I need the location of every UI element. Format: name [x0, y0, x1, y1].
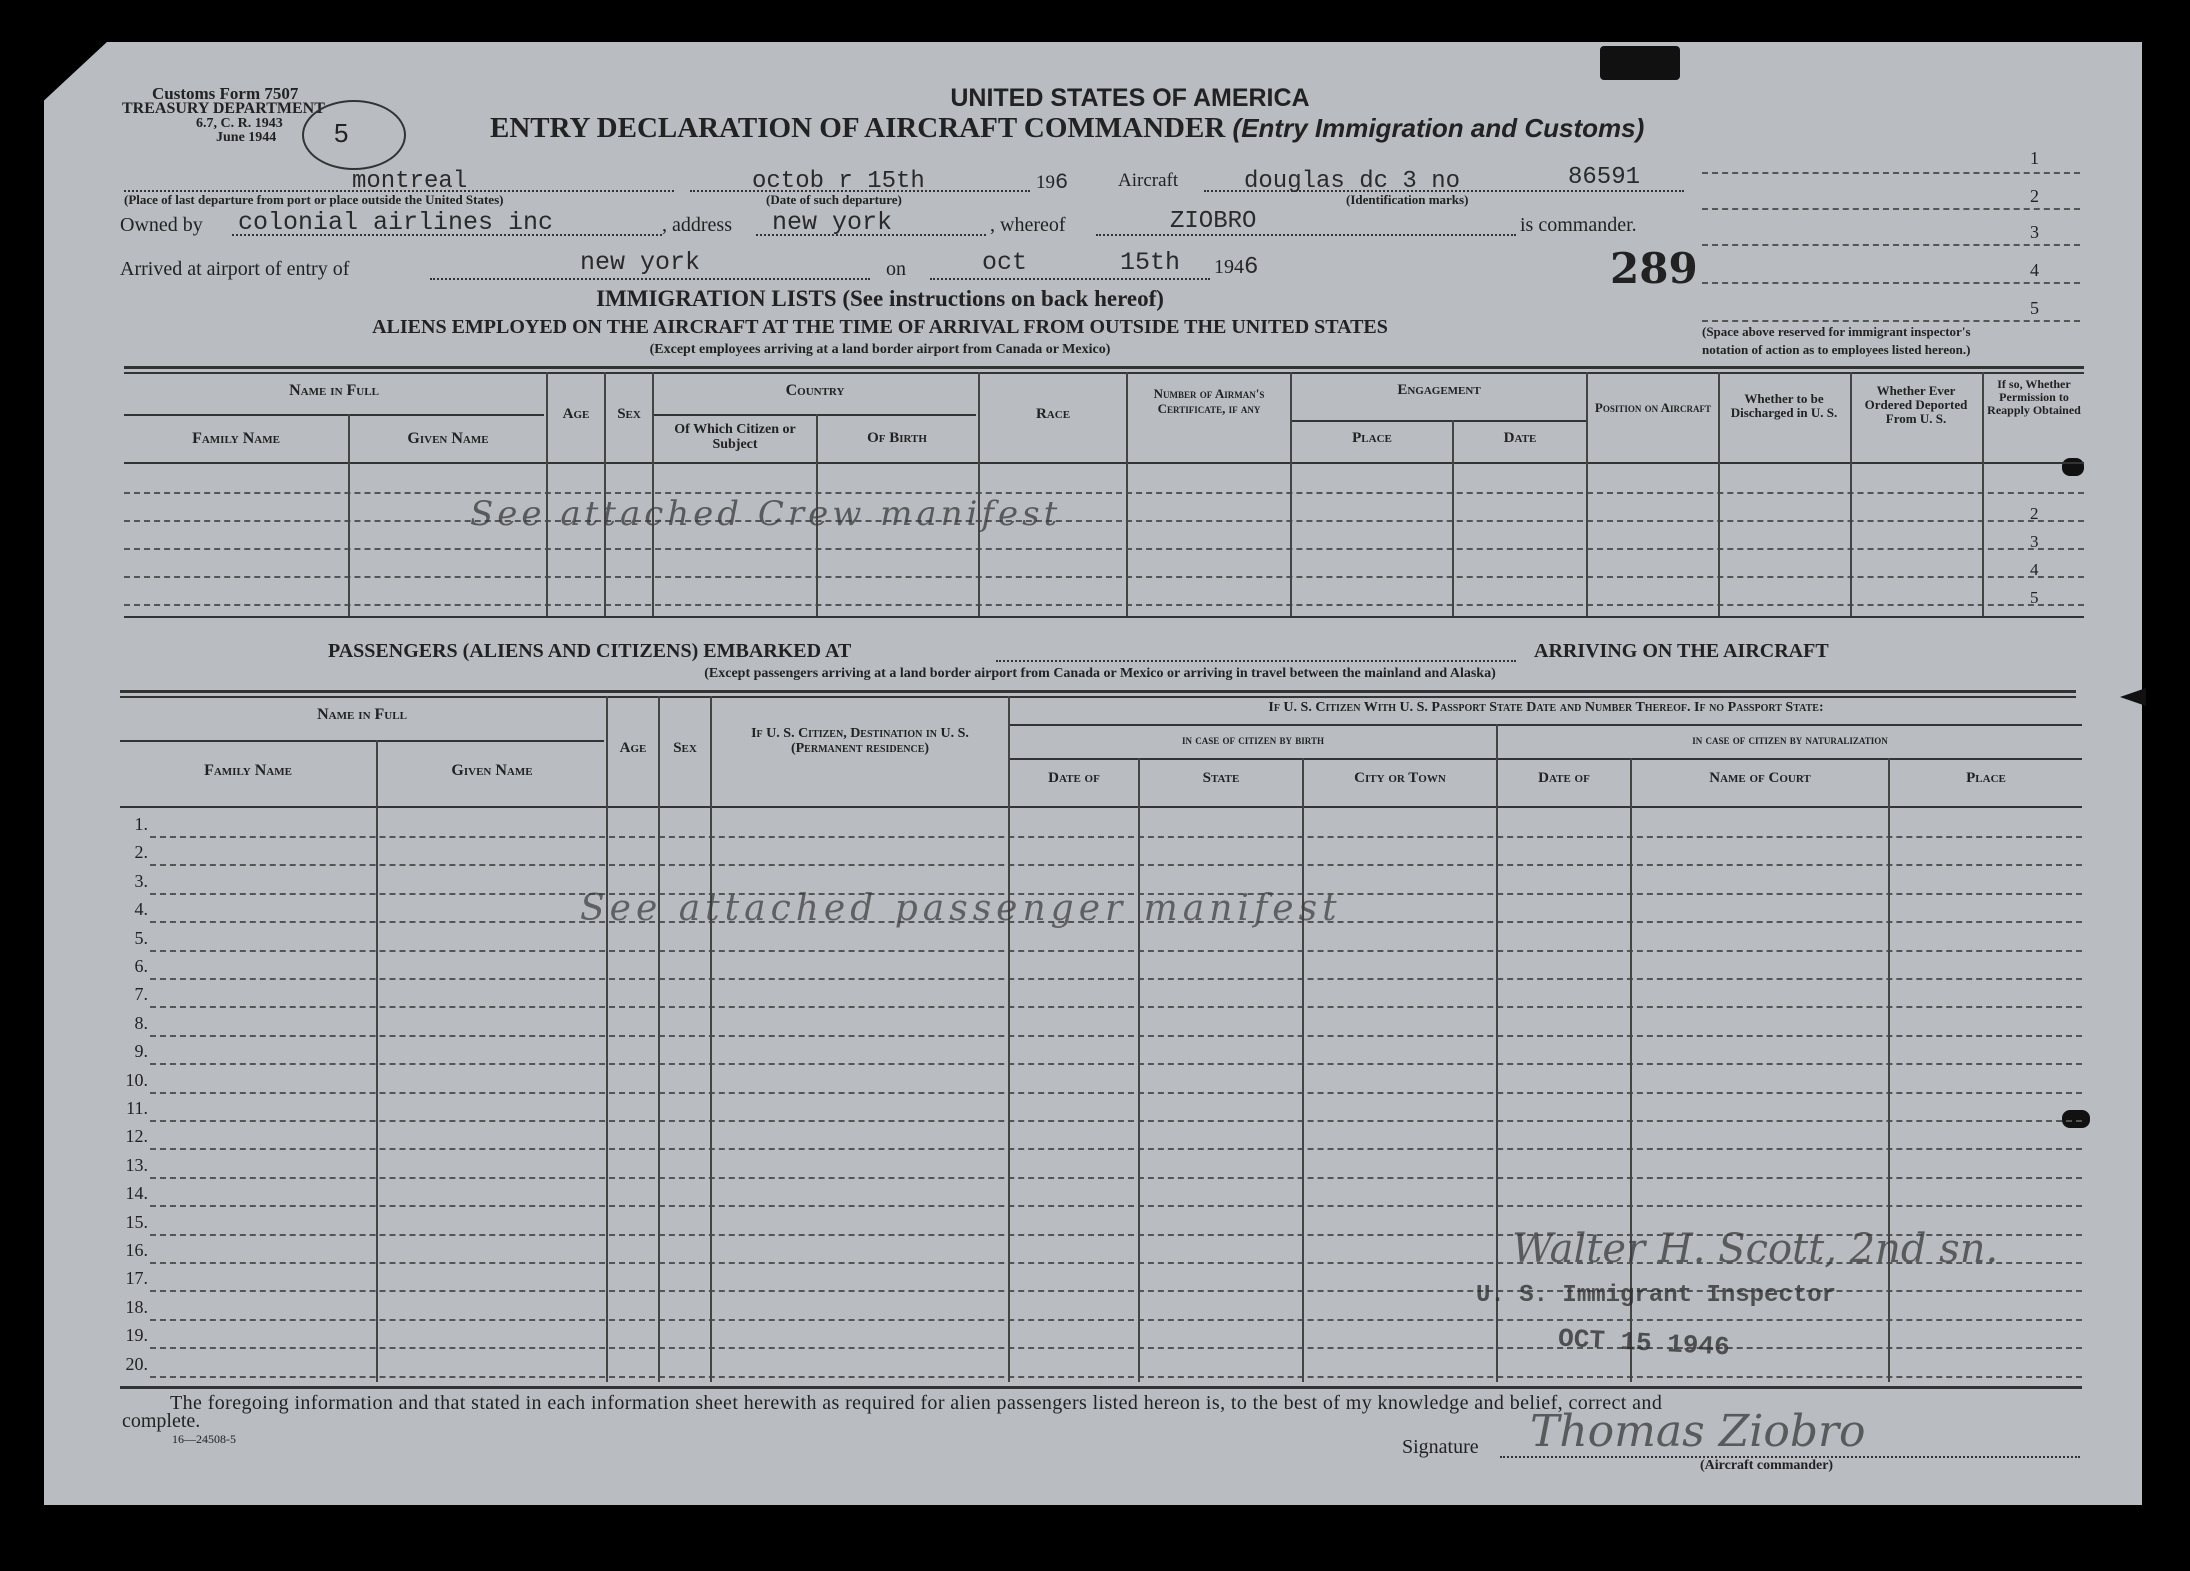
commander-line — [1096, 234, 1516, 236]
crew-col-12 — [1850, 372, 1852, 616]
crew-header-position: Position on Aircraft — [1594, 400, 1712, 415]
reserved-num-1: 1 — [2030, 148, 2039, 168]
crew-col-13 — [1982, 372, 1984, 616]
pax-row-number: 20. — [125, 1354, 148, 1374]
pax-row-line — [150, 836, 2082, 838]
pax-header-passport-mid — [1010, 724, 2082, 726]
crew-header-birth: Of Birth — [867, 430, 927, 446]
arrival-on-label: on — [886, 258, 906, 280]
circled-number-value: 5 — [334, 118, 349, 148]
pax-row-number: 5. — [134, 928, 148, 948]
arrival-day-value: 15th — [1120, 248, 1181, 277]
pax-row-number: 19. — [125, 1325, 148, 1345]
owner-value: colonial airlines inc — [238, 208, 554, 237]
reserved-line-1 — [1702, 172, 2080, 174]
pax-row-number: 16. — [125, 1240, 148, 1260]
pax-row-line — [150, 1063, 2082, 1065]
title-main: ENTRY DECLARATION OF AIRCRAFT COMMANDER — [490, 112, 1226, 144]
pax-row-number: 13. — [125, 1155, 148, 1175]
crew-header-permission: If so, Whether Permission to Reapply Obtained — [1987, 377, 2081, 417]
departure-date-value: octob r 15th — [752, 168, 925, 195]
crew-header-place: Place — [1352, 430, 1392, 446]
departure-date-caption: (Date of such departure) — [766, 192, 902, 207]
inspector-title: U. S. Immigrant Inspector — [1476, 1282, 1837, 1309]
arrival-label: Arrived at airport of entry of — [120, 258, 350, 280]
pax-row-number: 4. — [134, 899, 148, 919]
crew-header-discharged: Whether to be Discharged in U. S. — [1730, 391, 1838, 420]
footer-top-rule — [120, 1386, 2082, 1389]
crew-row-line-3 — [124, 548, 2084, 550]
aircraft-label: Aircraft — [1118, 170, 1179, 191]
pax-table-rule — [120, 696, 2076, 698]
crew-table-bottom — [124, 616, 2084, 618]
crew-header-citizen: Of Which Citizen or Subject — [674, 422, 796, 452]
reserved-num-5: 5 — [2030, 298, 2039, 318]
crew-col-8 — [1290, 372, 1292, 616]
tape-mark-top — [1600, 46, 1680, 80]
pax-row-number: 12. — [125, 1126, 148, 1146]
reserved-num-2: 2 — [2030, 186, 2039, 206]
pax-header-age: Age — [619, 740, 647, 756]
pax-header-bottom — [120, 806, 2082, 808]
arrival-year: 1946 — [1214, 254, 1259, 281]
aircraft-number: 86591 — [1568, 164, 1641, 191]
pax-row-number: 10. — [125, 1070, 148, 1090]
pax-col-3 — [658, 696, 660, 1382]
reserved-line-2 — [1702, 208, 2080, 210]
crew-header-engagement: Engagement — [1397, 382, 1481, 398]
crew-header-airman: Number of Airman's Certificate, if any — [1153, 386, 1265, 416]
crew-header-country: Country — [785, 382, 845, 399]
signature-caption: (Aircraft commander) — [1700, 1458, 1834, 1473]
pax-header-date-of-2: Date of — [1538, 770, 1590, 786]
crew-header-family: Family Name — [192, 430, 280, 447]
department: TREASURY DEPARTMENT — [122, 100, 325, 117]
pax-row-number: 1. — [134, 814, 148, 834]
crew-header-deported: Whether Ever Ordered Deported From U. S. — [1864, 383, 1968, 426]
crew-col-7 — [1126, 372, 1128, 616]
pax-header-sex: Sex — [673, 740, 697, 756]
reserved-line-3 — [1702, 244, 2080, 246]
crew-row-line-5 — [124, 604, 2084, 606]
crew-row-line-4 — [124, 576, 2084, 578]
reserved-num-4: 4 — [2030, 260, 2039, 280]
pax-row-number: 2. — [134, 842, 148, 862]
crew-row-num-4: 4 — [2030, 560, 2039, 579]
crew-header-age: Age — [562, 406, 590, 422]
form-number: Customs Form 7507 — [152, 84, 299, 103]
reserved-note-1: (Space above reserved for immigrant inspector's — [1702, 324, 1971, 339]
immigration-title: IMMIGRATION LISTS (See instructions on back hereof) — [596, 286, 1164, 311]
circled-number — [302, 100, 406, 170]
pax-handwritten-note: See attached passenger manifest — [580, 888, 1342, 929]
pax-row-line — [150, 1347, 2082, 1349]
pax-row-number: 15. — [125, 1212, 148, 1232]
pax-col-2 — [606, 696, 608, 1382]
reserved-note-2: notation of action as to employees listed hereon.) — [1702, 342, 1971, 357]
departure-place-caption: (Place of last departure from port or place outside the United States) — [124, 192, 504, 207]
crew-header-date: Date — [1503, 430, 1537, 446]
pax-header-destination: If U. S. Citizen, Destination in U. S. (Permanent residence) — [751, 726, 969, 756]
print-code: 16—24508-5 — [172, 1432, 236, 1446]
pax-header-family: Family Name — [204, 762, 292, 779]
pax-header-case-mid — [1010, 758, 2082, 760]
inspector-stamp-date: OCT 15 1946 — [1557, 1323, 1731, 1363]
passengers-title: PASSENGERS (ALIENS AND CITIZENS) EMBARKED AT — [328, 640, 852, 662]
pax-col-6 — [1138, 758, 1140, 1382]
pax-header-by-birth: in case of citizen by birth — [1182, 732, 1324, 747]
pax-header-name-mid — [120, 740, 604, 742]
crew-row-line-2 — [124, 520, 2084, 522]
pax-header-date-of: Date of — [1048, 770, 1100, 786]
commander-signature: Thomas Ziobro — [1530, 1406, 1866, 1457]
crew-table-top — [124, 366, 2084, 369]
crew-table-rule — [124, 372, 2084, 374]
signature-label: Signature — [1402, 1436, 1479, 1458]
pax-row-number: 14. — [125, 1183, 148, 1203]
crew-col-10 — [1586, 372, 1588, 616]
regulation: 6.7, C. R. 1943 — [196, 116, 283, 131]
departure-place-value: montreal — [352, 168, 468, 195]
pax-col-5 — [1008, 696, 1010, 1382]
pax-header-name: Name in Full — [317, 706, 407, 723]
pax-header-city: City or Town — [1354, 770, 1446, 786]
crew-col-11 — [1718, 372, 1720, 616]
arrival-airport-line — [430, 278, 870, 280]
pax-header-court: Name of Court — [1709, 770, 1811, 786]
declaration-text: The foregoing information and that stated in each information sheet herewith as required for alien passengers listed hereon is, to the best of my knowledge and belief, correct and — [170, 1392, 1663, 1414]
title-paren: (Entry Immigration and Customs) — [1232, 113, 1645, 143]
pax-header-given: Given Name — [451, 762, 533, 779]
pax-row-number: 6. — [134, 956, 148, 976]
crew-row-num-5: 5 — [2030, 588, 2039, 607]
crew-row-line-1 — [124, 492, 2084, 494]
pax-row-line — [150, 1092, 2082, 1094]
pax-row-line — [150, 1376, 2082, 1378]
crew-handwritten-note: See attached Crew manifest — [470, 494, 1062, 534]
pax-col-1 — [376, 740, 378, 1382]
crew-header-mid-3 — [1292, 420, 1586, 422]
pax-row-line — [150, 1177, 2082, 1179]
pax-row-line — [150, 1120, 2082, 1122]
pax-row-number: 11. — [126, 1098, 148, 1118]
reserved-num-3: 3 — [2030, 222, 2039, 242]
immigration-subtitle: ALIENS EMPLOYED ON THE AIRCRAFT AT THE TIME OF ARRIVAL FROM OUTSIDE THE UNITED STATES — [372, 316, 1388, 338]
declaration-text-2: complete. — [122, 1410, 201, 1432]
crew-col-9 — [1452, 420, 1454, 616]
address-value: new york — [772, 208, 893, 237]
address-label: , address — [662, 214, 732, 236]
crew-row-num-2: 2 — [2030, 504, 2039, 523]
crew-header-mid-1 — [124, 414, 544, 416]
country-heading: UNITED STATES OF AMERICA — [950, 84, 1310, 112]
pax-row-number: 18. — [125, 1297, 148, 1317]
commander-suffix: is commander. — [1520, 214, 1637, 236]
owned-by-label: Owned by — [120, 214, 203, 236]
pax-col-7 — [1302, 758, 1304, 1382]
pax-header-place: Place — [1966, 770, 2006, 786]
entry-stamp-number: 289 — [1610, 244, 1698, 293]
punch-mark-1 — [2062, 458, 2084, 476]
pax-row-number: 7. — [134, 984, 148, 1004]
pax-row-number: 17. — [125, 1268, 148, 1288]
pax-header-state: State — [1202, 770, 1240, 786]
pax-col-10 — [1888, 758, 1890, 1382]
pax-row-line — [150, 1006, 2082, 1008]
crew-header-mid-2 — [654, 414, 976, 416]
punch-mark-2 — [2062, 1110, 2090, 1128]
immigration-note: (Except employees arriving at a land border airport from Canada or Mexico) — [649, 342, 1111, 357]
whereof-label: , whereof — [990, 214, 1066, 236]
form-date: June 1944 — [216, 130, 277, 145]
pax-row-number: 8. — [134, 1013, 148, 1033]
crew-header-bottom — [124, 462, 2084, 464]
commander-value: ZIOBRO — [1170, 208, 1257, 235]
pax-row-line — [150, 864, 2082, 866]
pax-row-line — [150, 1035, 2082, 1037]
pax-row-line — [150, 1205, 2082, 1207]
pax-row-line — [150, 1319, 2082, 1321]
pax-header-by-naturalization: in case of citizen by naturalization — [1692, 732, 1888, 747]
crew-header-name: Name in Full — [289, 382, 379, 399]
crew-header-given: Given Name — [407, 430, 489, 447]
passengers-note: (Except passengers arriving at a land border airport from Canada or Mexico or arriving in travel between the mainland and Alaska) — [704, 666, 1496, 681]
pax-row-number: 9. — [134, 1041, 148, 1061]
pax-table-top — [120, 690, 2076, 693]
pax-row-line — [150, 1148, 2082, 1150]
arrival-date-value: oct — [982, 248, 1028, 277]
pax-col-4 — [710, 696, 712, 1382]
pax-row-line — [150, 978, 2082, 980]
pax-row-number: 3. — [134, 871, 148, 891]
page-title — [490, 112, 1644, 145]
aircraft-caption: (Identification marks) — [1346, 192, 1469, 207]
aircraft-value: douglas dc 3 no — [1244, 168, 1461, 195]
inspector-signature: Walter H. Scott, 2nd sn. — [1512, 1226, 1999, 1272]
crew-header-sex: Sex — [617, 406, 641, 422]
passengers-title-right: ARRIVING ON THE AIRCRAFT — [1534, 640, 1829, 662]
crew-header-race: Race — [1035, 406, 1071, 422]
arrival-date-line — [930, 278, 1210, 280]
pax-header-passport: If U. S. Citizen With U. S. Passport State Date and Number Thereof. If no Passport State: — [1268, 700, 1824, 715]
pax-row-line — [150, 950, 2082, 952]
departure-year: 196 — [1036, 170, 1069, 195]
embarked-at-line — [996, 660, 1516, 662]
arrival-airport-value: new york — [580, 248, 701, 277]
crew-row-num-3: 3 — [2030, 532, 2039, 551]
reserved-line-5 — [1702, 320, 2080, 322]
reserved-line-4 — [1702, 282, 2080, 284]
